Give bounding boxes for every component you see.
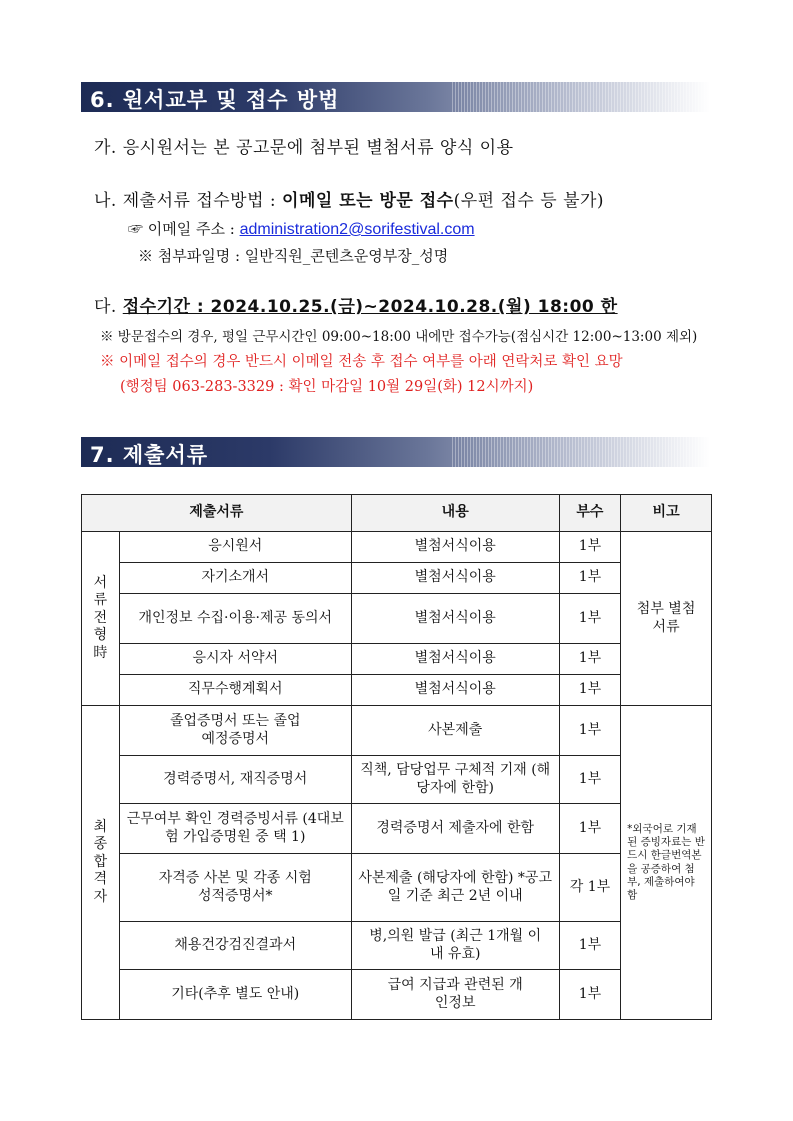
doc-content (351, 854, 559, 922)
section-6-header (81, 82, 710, 112)
doc-name (119, 706, 351, 756)
doc-content (351, 970, 559, 1020)
item-na-prefix: 나. 제출서류 접수방법 : (94, 191, 283, 211)
remark-screening (621, 532, 712, 706)
doc-name: 경력증명서, 재직증명서 (119, 756, 351, 804)
email-label: ☞ 이메일 주소 : (128, 220, 240, 238)
doc-copies: 1부 (559, 922, 620, 970)
email-line (128, 218, 475, 239)
table-row (82, 706, 712, 756)
group-label-screening (82, 532, 120, 706)
section-7-header (81, 437, 710, 467)
item-na (94, 186, 604, 211)
note-contact: (행정팀 063-283-3329 : 확인 마감일 10월 29일(화) 12시까지) (120, 379, 534, 395)
table-row (82, 563, 712, 594)
doc-content: 별첨서식이용 (351, 675, 559, 706)
attach-filename: ※ 첨부파일명 : 일반직원_콘텐츠운영부장_성명 (138, 247, 449, 265)
doc-copies: 각 1부 (559, 854, 620, 922)
table-row (82, 804, 712, 854)
header-copies: 부수 (559, 495, 620, 532)
doc-content (351, 922, 559, 970)
doc-name: 직무수행계획서 (119, 675, 351, 706)
doc-name (119, 854, 351, 922)
note-email: ※ 이메일 접수의 경우 반드시 이메일 전송 후 접수 여부를 아래 연락처로 확인 요망 (100, 354, 623, 370)
doc-content: 별첨서식이용 (351, 594, 559, 644)
header-content: 내용 (351, 495, 559, 532)
group-label-text: 서류전형時 (93, 574, 108, 661)
doc-name: 응시원서 (119, 532, 351, 563)
doc-content-text: 직책, 담당업무 구체적 기재 (해당자에 한함) (360, 762, 551, 796)
doc-name: 기타(추후 별도 안내) (119, 970, 351, 1020)
doc-copies: 1부 (559, 706, 620, 756)
doc-name: 자기소개서 (119, 563, 351, 594)
header-remark: 비고 (621, 495, 712, 532)
email-link[interactable]: administration2@sorifestival.com (239, 221, 475, 238)
table-row (82, 756, 712, 804)
doc-content-text: 사본제출 (해당자에 한함) *공고일 기준 최근 2년 이내 (358, 870, 552, 904)
group-label-final (82, 706, 120, 1020)
doc-content-text: 급여 지급과 관련된 개인정보 (387, 977, 523, 1011)
application-period: 접수기간 : 2024.10.25.(금)~2024.10.28.(월) 18:00 한 (122, 297, 618, 317)
doc-name-text: 개인정보 수집·이용·제공 동의서 (138, 609, 333, 626)
doc-content (351, 756, 559, 804)
doc-copies: 1부 (559, 563, 620, 594)
group-label-text: 최종합격자 (93, 818, 108, 905)
remark-text: 첨부 별첨서류 (636, 601, 696, 635)
note-visit: ※ 방문접수의 경우, 평일 근무시간인 09:00~18:00 내에만 접수가능(점심시간 12:00~13:00 제외) (100, 329, 698, 345)
table-header-row (82, 495, 712, 532)
item-na-bold: 이메일 또는 방문 접수 (282, 191, 454, 211)
header-stripes (450, 437, 710, 467)
doc-copies: 1부 (559, 804, 620, 854)
table-row (82, 970, 712, 1020)
remark-final: *외국어로 기재된 증빙자료는 반드시 한글번역본을 공증하여 첨부, 제출하여야 함 (621, 706, 712, 1020)
item-da-prefix: 다. (94, 297, 123, 317)
header-stripes (450, 82, 710, 112)
doc-name-text: 졸업증명서 또는 졸업예정증명서 (169, 713, 301, 747)
doc-content: 경력증명서 제출자에 한함 (351, 804, 559, 854)
item-na-suffix: (우편 접수 등 불가) (453, 191, 605, 211)
doc-copies: 1부 (559, 644, 620, 675)
doc-copies: 1부 (559, 970, 620, 1020)
table-row (82, 644, 712, 675)
header-docs: 제출서류 (82, 495, 352, 532)
doc-copies: 1부 (559, 675, 620, 706)
doc-copies: 1부 (559, 594, 620, 644)
documents-table (81, 494, 712, 1020)
section-7-title: 7. 제출서류 (90, 443, 209, 467)
doc-content-text: 병,의원 발급 (최근 1개월 이내 유효) (369, 928, 542, 962)
doc-name (119, 804, 351, 854)
item-da (94, 292, 618, 317)
table-row (82, 532, 712, 563)
table-row (82, 675, 712, 706)
doc-name: 응시자 서약서 (119, 644, 351, 675)
table-row (82, 854, 712, 922)
item-ga: 가. 응시원서는 본 공고문에 첨부된 별첨서류 양식 이용 (94, 138, 514, 158)
doc-copies: 1부 (559, 532, 620, 563)
table-row (82, 594, 712, 644)
doc-content: 별첨서식이용 (351, 563, 559, 594)
doc-content: 별첨서식이용 (351, 644, 559, 675)
doc-name-text: 근무여부 확인 경력증빙서류 (4대보험 가입증명원 중 택 1) (126, 811, 344, 845)
doc-name-text: 자격증 사본 및 각종 시험 성적증명서* (158, 870, 312, 904)
doc-name: 채용건강검진결과서 (119, 922, 351, 970)
section-6-title: 6. 원서교부 및 접수 방법 (90, 88, 340, 112)
doc-name (119, 594, 351, 644)
table-row (82, 922, 712, 970)
doc-content: 별첨서식이용 (351, 532, 559, 563)
doc-content: 사본제출 (351, 706, 559, 756)
doc-copies: 1부 (559, 756, 620, 804)
